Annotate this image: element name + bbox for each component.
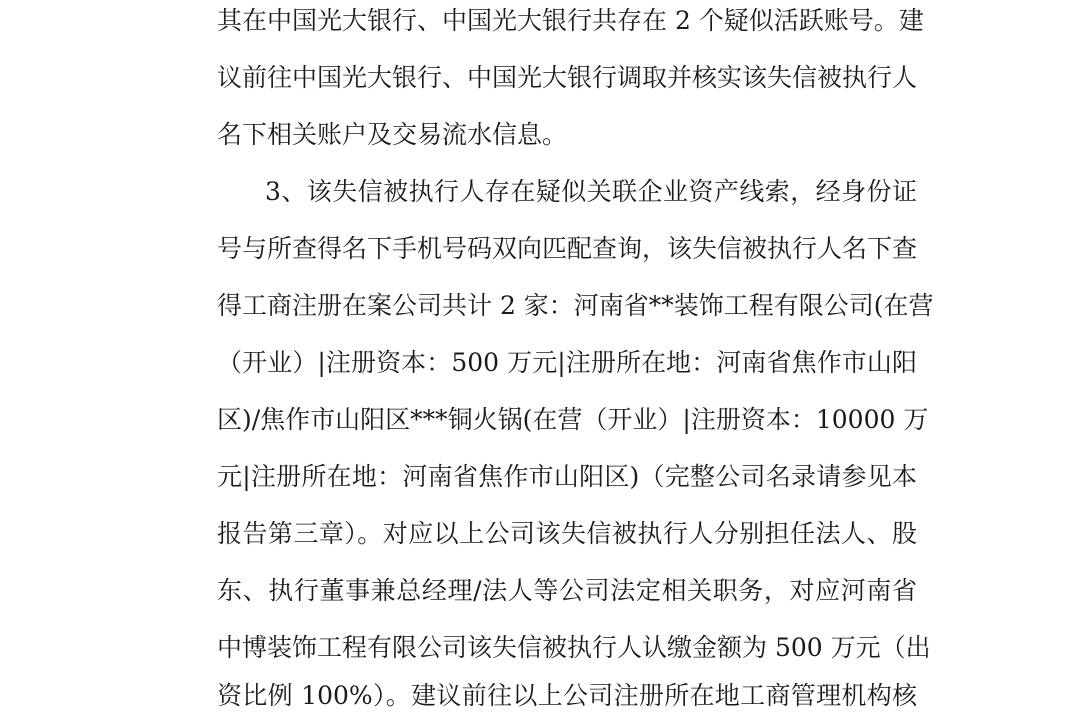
text-line-2: 议前往中国光大银行、中国光大银行调取并核实该失信被执行人 bbox=[217, 63, 918, 92]
text-line-8: 区)/焦作市山阳区***铜火锅(在营（开业）|注册资本：10000 万 bbox=[217, 405, 929, 434]
text-line-10: 报告第三章）。对应以上公司该失信被执行人分别担任法人、股 bbox=[217, 519, 917, 548]
text-line-7: （开业）|注册资本：500 万元|注册所在地：河南省焦作市山阳 bbox=[217, 348, 917, 377]
text-line-13: 资比例 100%）。建议前往以上公司注册所在地工商管理机构核 bbox=[217, 681, 917, 710]
text-line-4: 3、该失信被执行人存在疑似关联企业资产线索，经身份证 bbox=[265, 177, 917, 206]
text-line-3: 名下相关账户及交易流水信息。 bbox=[217, 120, 568, 149]
text-line-12: 中博装饰工程有限公司该失信被执行人认缴金额为 500 万元（出 bbox=[217, 633, 931, 662]
text-line-11: 东、执行董事兼总经理/法人等公司法定相关职务，对应河南省 bbox=[217, 576, 917, 605]
text-line-5: 号与所查得名下手机号码双向匹配查询，该失信被执行人名下查 bbox=[217, 234, 918, 263]
text-line-6: 得工商注册在案公司共计 2 家：河南省**装饰工程有限公司(在营 bbox=[217, 291, 934, 320]
text-line-1: 其在中国光大银行、中国光大银行共存在 2 个疑似活跃账号。建 bbox=[217, 6, 924, 35]
text-line-9: 元|注册所在地：河南省焦作市山阳区)（完整公司名录请参见本 bbox=[217, 462, 917, 491]
